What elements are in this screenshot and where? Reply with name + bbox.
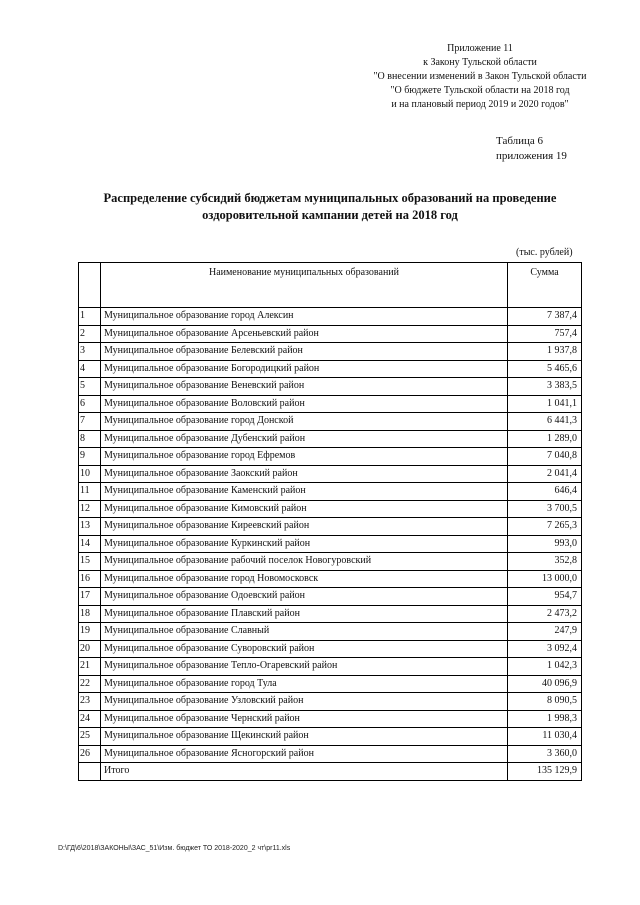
row-number-cell: 10: [79, 465, 101, 483]
row-number-cell: 12: [79, 500, 101, 518]
row-number-cell: 25: [79, 728, 101, 746]
table-row: [79, 675, 582, 693]
row-name-cell: Муниципальное образование Ясногорский район: [101, 745, 508, 763]
row-number-cell: 16: [79, 570, 101, 588]
appendix-line: Приложение 11: [447, 43, 513, 54]
row-sum-cell: 7 387,4: [508, 308, 582, 326]
table-row: [79, 465, 582, 483]
header-sum-cell: Сумма: [508, 263, 582, 308]
table-row: [79, 343, 582, 361]
row-number-cell: 6: [79, 395, 101, 413]
row-name-cell: Муниципальное образование Веневский район: [101, 378, 508, 396]
table-row: [79, 483, 582, 501]
row-sum-cell: 1 937,8: [508, 343, 582, 361]
row-sum-cell: 7 265,3: [508, 518, 582, 536]
row-name-cell: Муниципальное образование город Донской: [101, 413, 508, 431]
units-label: (тыс. рублей): [516, 247, 573, 258]
row-sum-cell: 5 465,6: [508, 360, 582, 378]
table-row: [79, 500, 582, 518]
row-name-cell: Муниципальное образование город Новомосковск: [101, 570, 508, 588]
row-sum-cell: 1 289,0: [508, 430, 582, 448]
row-sum-cell: 6 441,3: [508, 413, 582, 431]
row-name-cell: Муниципальное образование город Тула: [101, 675, 508, 693]
total-label-cell: Итого: [101, 763, 508, 781]
table-appendix: приложения 19: [496, 150, 567, 162]
table-row: [79, 710, 582, 728]
table-row: [79, 308, 582, 326]
table-row: [79, 605, 582, 623]
row-name-cell: Муниципальное образование Узловский район: [101, 693, 508, 711]
row-sum-cell: 646,4: [508, 483, 582, 501]
table-reference: [496, 134, 567, 164]
row-name-cell: Муниципальное образование Суворовский район: [101, 640, 508, 658]
row-sum-cell: 7 040,8: [508, 448, 582, 466]
row-name-cell: Муниципальное образование Дубенский район: [101, 430, 508, 448]
appendix-line: к Закону Тульской области: [423, 57, 537, 68]
table-row: [79, 413, 582, 431]
table-row: [79, 570, 582, 588]
table-row: [79, 360, 582, 378]
row-name-cell: Муниципальное образование Арсеньевский район: [101, 325, 508, 343]
table-row: [79, 623, 582, 641]
row-sum-cell: 954,7: [508, 588, 582, 606]
table-row: [79, 535, 582, 553]
row-number-cell: 13: [79, 518, 101, 536]
row-name-cell: Муниципальное образование Киреевский район: [101, 518, 508, 536]
row-sum-cell: 2 473,2: [508, 605, 582, 623]
row-number-cell: 2: [79, 325, 101, 343]
appendix-reference: [340, 42, 620, 112]
row-number-cell: 5: [79, 378, 101, 396]
row-name-cell: Муниципальное образование Плавский район: [101, 605, 508, 623]
row-sum-cell: 11 030,4: [508, 728, 582, 746]
row-sum-cell: 1 041,1: [508, 395, 582, 413]
total-number-cell: [79, 763, 101, 781]
table-row: [79, 448, 582, 466]
row-sum-cell: 3 383,5: [508, 378, 582, 396]
row-number-cell: 8: [79, 430, 101, 448]
table-body: [79, 263, 582, 781]
row-name-cell: Муниципальное образование Чернский район: [101, 710, 508, 728]
subsidy-table: [78, 262, 582, 781]
row-number-cell: 20: [79, 640, 101, 658]
table-row: [79, 395, 582, 413]
row-sum-cell: 352,8: [508, 553, 582, 571]
row-sum-cell: 8 090,5: [508, 693, 582, 711]
row-number-cell: 7: [79, 413, 101, 431]
row-name-cell: Муниципальное образование Щекинский район: [101, 728, 508, 746]
row-number-cell: 15: [79, 553, 101, 571]
table-row: [79, 728, 582, 746]
table-row: [79, 640, 582, 658]
row-number-cell: 11: [79, 483, 101, 501]
title-line: оздоровительной кампании детей на 2018 год: [202, 208, 458, 222]
row-sum-cell: 993,0: [508, 535, 582, 553]
row-number-cell: 21: [79, 658, 101, 676]
header-name-cell: Наименование муниципальных образований: [101, 263, 508, 308]
row-number-cell: 4: [79, 360, 101, 378]
total-row: [79, 763, 582, 781]
row-number-cell: 9: [79, 448, 101, 466]
row-sum-cell: 40 096,9: [508, 675, 582, 693]
row-name-cell: Муниципальное образование Тепло-Огаревский район: [101, 658, 508, 676]
appendix-line: "О бюджете Тульской области на 2018 год: [390, 85, 570, 96]
row-name-cell: Муниципальное образование город Алексин: [101, 308, 508, 326]
table-row: [79, 693, 582, 711]
table-number: Таблица 6: [496, 135, 544, 147]
table-row: [79, 378, 582, 396]
table-row: [79, 430, 582, 448]
row-sum-cell: 247,9: [508, 623, 582, 641]
row-sum-cell: 3 700,5: [508, 500, 582, 518]
row-number-cell: 19: [79, 623, 101, 641]
row-number-cell: 17: [79, 588, 101, 606]
appendix-line: и на плановый период 2019 и 2020 годов": [391, 99, 569, 110]
row-name-cell: Муниципальное образование Воловский район: [101, 395, 508, 413]
row-number-cell: 23: [79, 693, 101, 711]
row-number-cell: 22: [79, 675, 101, 693]
row-name-cell: Муниципальное образование Белевский район: [101, 343, 508, 361]
table-row: [79, 588, 582, 606]
row-name-cell: Муниципальное образование Богородицкий район: [101, 360, 508, 378]
table-row: [79, 745, 582, 763]
row-sum-cell: 13 000,0: [508, 570, 582, 588]
table-header-row: [79, 263, 582, 308]
title-line: Распределение субсидий бюджетам муниципальных образований на проведение: [103, 191, 557, 205]
row-name-cell: Муниципальное образование город Ефремов: [101, 448, 508, 466]
row-name-cell: Муниципальное образование Куркинский район: [101, 535, 508, 553]
table-row: [79, 658, 582, 676]
document-title: [70, 190, 590, 224]
row-sum-cell: 1 998,3: [508, 710, 582, 728]
row-sum-cell: 3 092,4: [508, 640, 582, 658]
row-sum-cell: 757,4: [508, 325, 582, 343]
row-sum-cell: 1 042,3: [508, 658, 582, 676]
row-sum-cell: 2 041,4: [508, 465, 582, 483]
row-number-cell: 26: [79, 745, 101, 763]
total-sum-cell: 135 129,9: [508, 763, 582, 781]
row-number-cell: 14: [79, 535, 101, 553]
row-name-cell: Муниципальное образование Одоевский район: [101, 588, 508, 606]
row-number-cell: 24: [79, 710, 101, 728]
appendix-line: "О внесении изменений в Закон Тульской области: [373, 71, 587, 82]
row-name-cell: Муниципальное образование Заокский район: [101, 465, 508, 483]
row-sum-cell: 3 360,0: [508, 745, 582, 763]
row-name-cell: Муниципальное образование рабочий поселок Новогуровский: [101, 553, 508, 571]
row-name-cell: Муниципальное образование Славный: [101, 623, 508, 641]
row-number-cell: 3: [79, 343, 101, 361]
header-number-cell: [79, 263, 101, 308]
row-name-cell: Муниципальное образование Кимовский район: [101, 500, 508, 518]
row-number-cell: 1: [79, 308, 101, 326]
table-row: [79, 553, 582, 571]
file-path-footer: D:\ГД\6\2018\ЗАКОНЫ\ЗАС_51\Изм. бюджет ТО 2018-2020_2 чт\pr11.xls: [58, 845, 291, 852]
row-name-cell: Муниципальное образование Каменский район: [101, 483, 508, 501]
table-row: [79, 325, 582, 343]
table-row: [79, 518, 582, 536]
row-number-cell: 18: [79, 605, 101, 623]
